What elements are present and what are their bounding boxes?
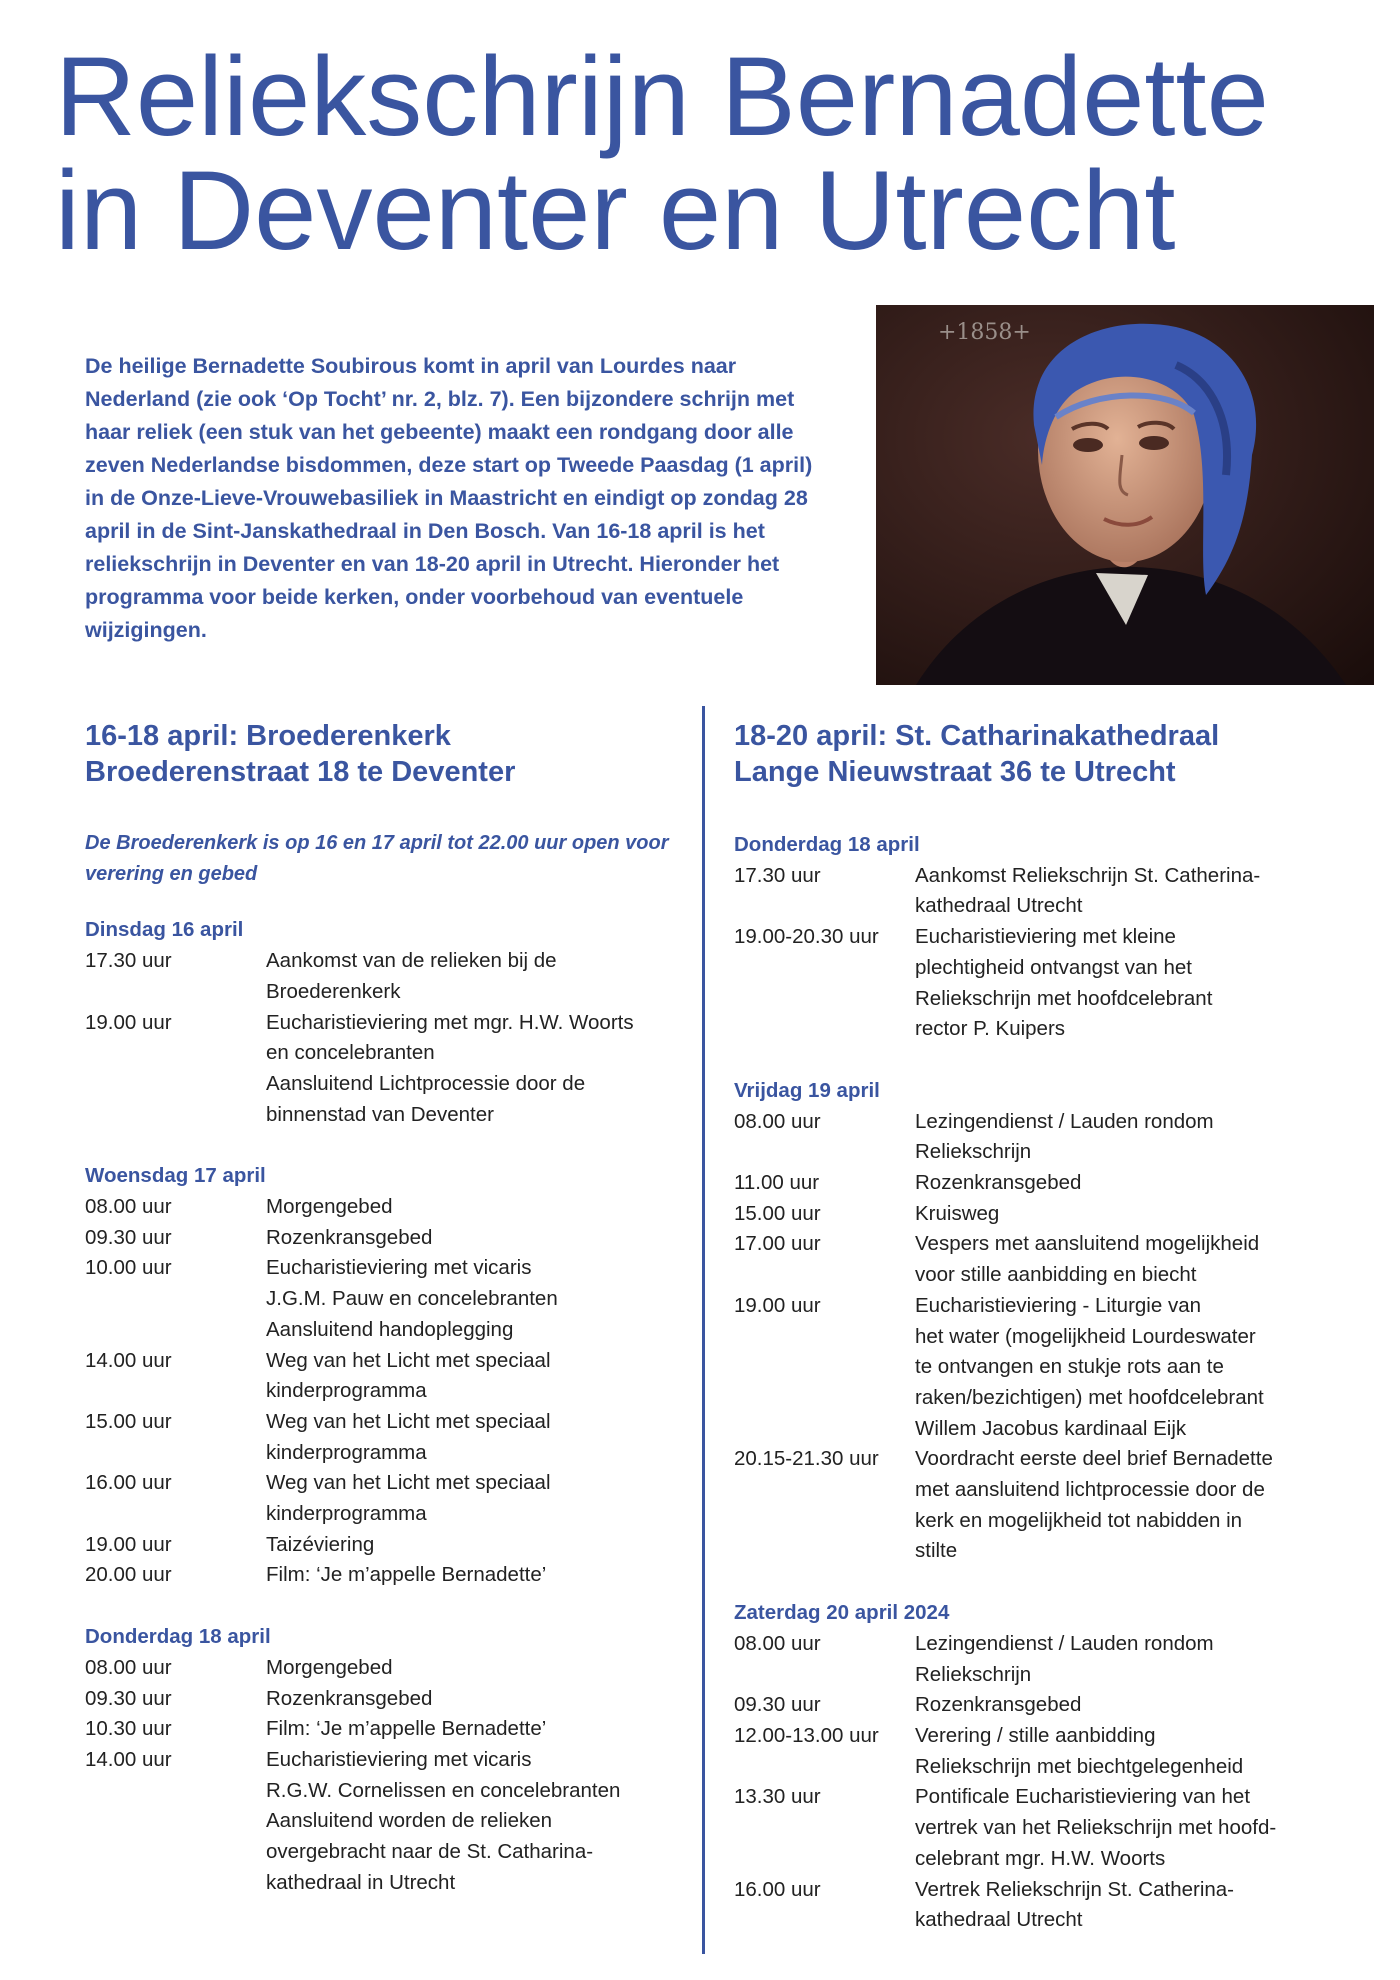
schedule-row	[85, 1223, 685, 1254]
description-line: Aankomst Reliekschrijn St. Catherina-	[915, 863, 1261, 887]
portrait-inscription: +1858+	[938, 320, 1031, 345]
schedule-time: 14.00 uur	[85, 1747, 172, 1771]
utrecht-program	[734, 718, 1374, 1967]
schedule-time: 20.15-21.30 uur	[734, 1447, 879, 1471]
description-line: Taizéviering	[266, 1532, 375, 1556]
description-line: Vespers met aansluitend mogelijkheid	[915, 1232, 1260, 1256]
description-line: kathedraal in Utrecht	[266, 1870, 456, 1894]
description-line: Rozenkransgebed	[266, 1686, 433, 1710]
description-line: voor stille aanbidding en biecht	[915, 1263, 1197, 1287]
schedule-description	[266, 1346, 685, 1407]
schedule-time: 12.00-13.00 uur	[734, 1723, 879, 1747]
schedule-row	[85, 1745, 685, 1899]
intro-paragraph: De heilige Bernadette Soubirous komt in april van Lourdes naar Nederland (zie ook ‘Op Tocht’ nr. 2, blz. 7). Een bijzondere schrijn met haar reliek (een stuk van het gebeente) maakt een rondgang door alle zeven Nederlandse bisdommen, deze start op Tweede Paasdag (1 april) in de Onze-Lieve-Vrouwebasiliek in Maastricht en eindigt op zondag 28 april in de Sint-Janskathedraal in Den Bosch. Van 16-18 april is het reliekschrijn in Deventer en van 18-20 april in Utrecht. Hieronder het programma voor beide kerken, onder voorbehoud van eventuele wijzigingen.	[85, 354, 813, 642]
schedule-description	[915, 1291, 1374, 1445]
portrait-painting	[876, 305, 1374, 685]
description-line: overgebracht naar de St. Catharina-	[266, 1840, 594, 1864]
schedule-day	[85, 915, 685, 1130]
schedule-time: 14.00 uur	[85, 1348, 172, 1372]
description-line: Lezingendienst / Lauden rondom	[915, 1631, 1214, 1655]
schedule-time: 10.30 uur	[85, 1717, 172, 1741]
description-line: kinderprogramma	[266, 1440, 427, 1464]
schedule-time: 19.00 uur	[85, 1532, 172, 1556]
schedule-description	[915, 861, 1374, 922]
schedule-row	[734, 1168, 1374, 1199]
description-line: Morgengebed	[266, 1655, 393, 1679]
description-line: Weg van het Licht met speciaal	[266, 1471, 551, 1495]
schedule-row	[85, 1468, 685, 1529]
description-line: Verering / stille aanbidding	[915, 1723, 1156, 1747]
schedule-description	[915, 1782, 1374, 1874]
schedule-description	[915, 1444, 1374, 1567]
schedule-description	[266, 1684, 685, 1715]
description-line: binnenstad van Deventer	[266, 1102, 494, 1126]
schedule-description	[915, 1690, 1374, 1721]
description-line: Weg van het Licht met speciaal	[266, 1348, 551, 1372]
schedule-time: 13.30 uur	[734, 1785, 821, 1809]
description-line: en concelebranten	[266, 1041, 435, 1065]
schedule-time: 09.30 uur	[85, 1686, 172, 1710]
schedule-description	[915, 922, 1374, 1045]
venue-line: 16-18 april: Broederenkerk	[85, 720, 451, 752]
opening-note: De Broederenkerk is op 16 en 17 april tot 22.00 uur open voor verering en gebed	[85, 832, 669, 885]
description-line: kinderprogramma	[266, 1379, 427, 1403]
schedule-time: 20.00 uur	[85, 1563, 172, 1587]
description-line: Broederenkerk	[266, 979, 401, 1003]
schedule-description	[915, 1721, 1374, 1782]
schedule-row	[734, 1690, 1374, 1721]
description-line: Film: ‘Je m’appelle Bernadette’	[266, 1717, 547, 1741]
description-line: Pontificale Eucharistieviering van het	[915, 1785, 1251, 1809]
page-title	[55, 34, 1269, 273]
schedule-description	[915, 1168, 1374, 1199]
schedule-row	[734, 1199, 1374, 1230]
day-list	[85, 915, 685, 1898]
description-line: Eucharistieviering met mgr. H.W. Woorts	[266, 1010, 634, 1034]
description-line: kathedraal Utrecht	[915, 894, 1083, 918]
schedule-time: 16.00 uur	[734, 1877, 821, 1901]
description-line: Reliekschrijn	[915, 1140, 1032, 1164]
schedule-time: 08.00 uur	[85, 1655, 172, 1679]
schedule-row	[85, 1684, 685, 1715]
schedule-time: 08.00 uur	[734, 1631, 821, 1655]
schedule-row	[734, 1444, 1374, 1567]
schedule-time: 08.00 uur	[85, 1195, 172, 1219]
schedule-time: 15.00 uur	[734, 1201, 821, 1225]
schedule-time: 17.30 uur	[734, 863, 821, 887]
description-line: Reliekschrijn met hoofdcelebrant	[915, 986, 1213, 1010]
schedule-row	[85, 1714, 685, 1745]
venue-heading	[85, 718, 685, 790]
schedule-description	[266, 1530, 685, 1561]
day-list	[734, 830, 1374, 1936]
schedule-description	[915, 1875, 1374, 1936]
schedule-row	[734, 1782, 1374, 1874]
schedule-row	[734, 1629, 1374, 1690]
schedule-day	[734, 1076, 1374, 1567]
description-line: J.G.M. Pauw en concelebranten	[266, 1287, 558, 1311]
schedule-time: 11.00 uur	[734, 1171, 820, 1195]
schedule-description	[266, 1008, 685, 1131]
schedule-row	[85, 1530, 685, 1561]
schedule-row	[734, 922, 1374, 1045]
description-line: Eucharistieviering met kleine	[915, 925, 1176, 949]
schedule-description	[266, 1253, 685, 1345]
venue-line: Broederenstraat 18 te Deventer	[85, 756, 516, 788]
schedule-row	[85, 1560, 685, 1591]
schedule-time: 08.00 uur	[734, 1109, 821, 1133]
schedule-row	[85, 1407, 685, 1468]
description-line: Willem Jacobus kardinaal Eijk	[915, 1416, 1187, 1440]
description-line: Morgengebed	[266, 1195, 393, 1219]
day-title: Dinsdag 16 april	[85, 918, 244, 942]
schedule-day	[85, 1161, 685, 1591]
description-line: stilte	[915, 1539, 958, 1563]
schedule-time: 15.00 uur	[85, 1409, 172, 1433]
description-line: kathedraal Utrecht	[915, 1908, 1083, 1932]
description-line: rector P. Kuipers	[915, 1017, 1066, 1041]
description-line: Weg van het Licht met speciaal	[266, 1409, 551, 1433]
schedule-description	[266, 1192, 685, 1223]
description-line: Eucharistieviering - Liturgie van	[915, 1293, 1201, 1317]
description-line: Reliekschrijn	[915, 1662, 1032, 1686]
day-title: Zaterdag 20 april 2024	[734, 1601, 950, 1625]
schedule-day	[85, 1622, 685, 1898]
schedule-description	[266, 1714, 685, 1745]
schedule-description	[915, 1629, 1374, 1690]
venue-line: 18-20 april: St. Catharinakathedraal	[734, 720, 1220, 752]
schedule-row	[85, 1346, 685, 1407]
description-line: raken/bezichtigen) met hoofdcelebrant	[915, 1385, 1264, 1409]
description-line: Kruisweg	[915, 1201, 1000, 1225]
schedule-row	[734, 1107, 1374, 1168]
schedule-description	[266, 1560, 685, 1591]
description-line: celebrant mgr. H.W. Woorts	[915, 1846, 1166, 1870]
schedule-description	[266, 1745, 685, 1899]
page-title-line: in Deventer en Utrecht	[55, 148, 1176, 273]
schedule-row	[734, 1291, 1374, 1445]
schedule-time: 16.00 uur	[85, 1471, 172, 1495]
day-title: Vrijdag 19 april	[734, 1078, 880, 1102]
description-line: Aansluitend Lichtprocessie door de	[266, 1071, 586, 1095]
description-line: kerk en mogelijkheid tot nabidden in	[915, 1508, 1243, 1532]
schedule-row	[85, 1192, 685, 1223]
description-line: Eucharistieviering met vicaris	[266, 1747, 532, 1771]
schedule-description	[915, 1229, 1374, 1290]
description-line: plechtigheid ontvangst van het	[915, 955, 1192, 979]
description-line: kinderprogramma	[266, 1502, 427, 1526]
venue-heading	[734, 718, 1374, 790]
schedule-day	[734, 830, 1374, 1045]
schedule-row	[734, 1875, 1374, 1936]
description-line: Reliekschrijn met biechtgelegenheid	[915, 1754, 1244, 1778]
schedule-time: 09.30 uur	[85, 1225, 172, 1249]
schedule-description	[266, 1223, 685, 1254]
description-line: Rozenkransgebed	[915, 1171, 1082, 1195]
schedule-description	[266, 1653, 685, 1684]
description-line: R.G.W. Cornelissen en concelebranten	[266, 1778, 621, 1802]
description-line: Lezingendienst / Lauden rondom	[915, 1109, 1214, 1133]
deventer-program	[85, 718, 685, 1930]
description-line: Rozenkransgebed	[266, 1225, 433, 1249]
description-line: te ontvangen en stukje rots aan te	[915, 1355, 1224, 1379]
day-title: Donderdag 18 april	[734, 833, 920, 856]
schedule-time: 19.00 uur	[85, 1010, 172, 1034]
portrait-image	[876, 305, 1374, 685]
schedule-row	[734, 1229, 1374, 1290]
schedule-time: 10.00 uur	[85, 1256, 172, 1280]
description-line: vertrek van het Reliekschrijn met hoofd-	[915, 1816, 1277, 1840]
description-line: Eucharistieviering met vicaris	[266, 1256, 532, 1280]
schedule-time: 17.00 uur	[734, 1232, 821, 1256]
schedule-description	[266, 1468, 685, 1529]
page-title-line: Reliekschrijn Bernadette	[55, 34, 1269, 159]
schedule-description	[266, 1407, 685, 1468]
schedule-row	[85, 1653, 685, 1684]
description-line: Aankomst van de relieken bij de	[266, 949, 557, 973]
description-line: Voordracht eerste deel brief Bernadette	[915, 1447, 1273, 1471]
schedule-time: 09.30 uur	[734, 1693, 821, 1717]
column-divider	[702, 706, 705, 1954]
schedule-description	[915, 1107, 1374, 1168]
schedule-row	[734, 1721, 1374, 1782]
schedule-description	[266, 946, 685, 1007]
day-title: Woensdag 17 april	[85, 1164, 266, 1188]
schedule-row	[85, 1253, 685, 1345]
schedule-day	[734, 1598, 1374, 1936]
schedule-row	[734, 861, 1374, 922]
description-line: Aansluitend handoplegging	[266, 1317, 514, 1341]
schedule-description	[915, 1199, 1374, 1230]
description-line: Rozenkransgebed	[915, 1693, 1082, 1717]
description-line: Vertrek Reliekschrijn St. Catherina-	[915, 1877, 1235, 1901]
schedule-time: 19.00-20.30 uur	[734, 925, 879, 949]
schedule-time: 19.00 uur	[734, 1293, 821, 1317]
description-line: Film: ‘Je m’appelle Bernadette’	[266, 1563, 547, 1587]
schedule-row	[85, 1008, 685, 1131]
description-line: het water (mogelijkheid Lourdeswater	[915, 1324, 1256, 1348]
day-title: Donderdag 18 april	[85, 1625, 271, 1649]
description-line: met aansluitend lichtprocessie door de	[915, 1478, 1265, 1502]
schedule-row	[85, 946, 685, 1007]
venue-line: Lange Nieuwstraat 36 te Utrecht	[734, 756, 1176, 788]
description-line: Aansluitend worden de relieken	[266, 1809, 553, 1833]
schedule-time: 17.30 uur	[85, 949, 172, 973]
